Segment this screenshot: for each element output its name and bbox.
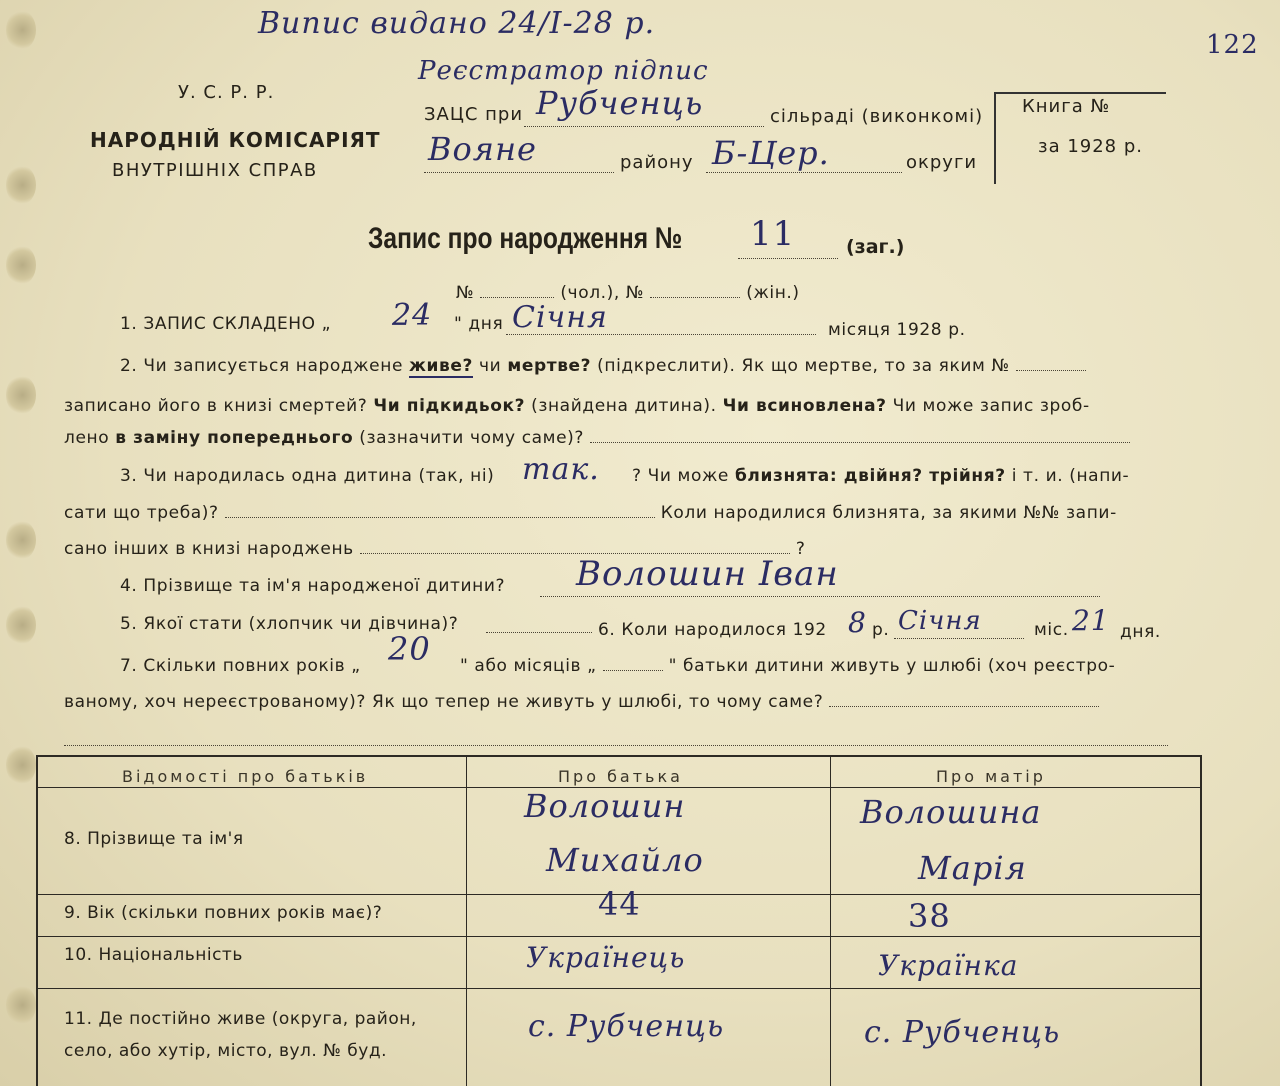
q3-numbers-line (360, 539, 790, 554)
council-label: сільраді (виконкомі) (770, 106, 984, 127)
q6-year-handwritten: 8 (848, 606, 867, 639)
q6-day-handwritten: 21 (1072, 604, 1110, 637)
q1-row (120, 314, 331, 334)
q3-twins-line (225, 503, 655, 518)
q6-day-suffix: дня. (1120, 622, 1161, 642)
q3-text: сати що треба)? (64, 503, 219, 523)
book-box (994, 92, 1166, 184)
sub-number-row (456, 283, 800, 303)
q3-text: ? (795, 539, 806, 559)
q2-line3 (64, 428, 1130, 448)
commissariat-subtitle: ВНУТРІШНІХ СПРАВ (112, 160, 318, 181)
q4-name-line (540, 596, 1100, 597)
q2-text: лено (64, 428, 110, 448)
q1-month-suffix: місяця 1928 р. (828, 320, 966, 340)
col-header-parents: Відомості про батьків (122, 767, 369, 786)
mother-given-name: Марія (918, 849, 1027, 887)
q5-label: 5. Якої стати (хлопчик чи дівчина)? (120, 614, 459, 634)
q6-month-line (894, 638, 1024, 639)
row-label-residence-2: село, або хутір, місто, вул. № буд. (64, 1041, 387, 1061)
q5-sex-line (486, 632, 592, 633)
record-title: Запис про народження № (368, 222, 683, 255)
binder-hole (6, 165, 36, 205)
issued-note: Випис видано 24/I-28 р. (258, 6, 656, 41)
zags-label: ЗАЦС при (424, 104, 524, 125)
q2-alive-underlined: живе? (409, 356, 474, 376)
record-number-handwritten: 11 (750, 214, 796, 254)
q2-text: Чи може запис зроб- (892, 396, 1090, 416)
republic-label: У. С. Р. Р. (178, 82, 275, 103)
q3-handwritten: так. (522, 452, 600, 487)
father-age: 44 (598, 885, 641, 923)
q3-line1-b (632, 466, 1129, 486)
parents-table (36, 755, 1202, 1086)
q3-text: сано інших в книзі народжень (64, 539, 354, 559)
q2-text: (підкреслити). Як що мертве, то за яким № (597, 356, 1010, 376)
record-number-line (738, 258, 838, 259)
q7-label-a: 7. Скільки повних років „ (120, 656, 361, 676)
binder-hole (6, 245, 36, 285)
father-residence: с. Рубченць (528, 1009, 725, 1044)
q3-text: Коли народилися близнята, за якими №№ запи- (660, 503, 1117, 523)
q7-text: " або місяців „ (460, 656, 597, 676)
father-given-name: Михайло (546, 841, 704, 879)
q2-death-number-line (1016, 356, 1086, 371)
q4-label: 4. Прізвище та ім'я народженої дитини? (120, 576, 506, 596)
okruha-handwritten: Б-Цер. (712, 134, 830, 172)
female-number-line (650, 283, 740, 298)
q1-day-handwritten: 24 (392, 298, 433, 333)
q2-replace: в заміну попереднього (115, 428, 354, 448)
q2-text: (зазначити чому саме)? (359, 428, 584, 448)
row-label-nationality: 10. Національність (64, 945, 243, 965)
row-label-age: 9. Вік (скільки повних років має)? (64, 903, 383, 923)
q7-line2 (64, 692, 1099, 712)
row-label-residence-1: 11. Де постійно живе (округа, район, (64, 1009, 417, 1029)
q1-day-suffix: " дня (454, 314, 504, 334)
male-number-line (480, 283, 554, 298)
sub-number-label: № (456, 283, 475, 303)
table-row-line (38, 988, 1200, 989)
registrar-signature: Реєстратор підпис (418, 56, 709, 86)
record-suffix: (заг.) (846, 236, 905, 258)
table-row-line (38, 936, 1200, 937)
col-header-father: Про батька (558, 767, 683, 786)
q6-month-suffix: міс. (1034, 620, 1069, 640)
q6-year-suffix: р. (872, 620, 890, 640)
q7-reason-line (829, 692, 1099, 707)
q2-text: 2. Чи записується народжене (120, 356, 404, 376)
q2-line2 (64, 396, 1090, 416)
row-label-name: 8. Прізвище та ім'я (64, 829, 244, 849)
q2-dead: мертве? (507, 356, 592, 376)
q2-text: чи (479, 356, 502, 376)
page-number: 122 (1206, 30, 1259, 60)
raion-handwritten: Вояне (428, 130, 537, 168)
binder-hole (6, 375, 36, 415)
female-number-label: (жін.) (746, 283, 800, 303)
q4-child-name-handwritten: Волошин Іван (576, 554, 839, 594)
q3-text: ? Чи може (632, 466, 729, 486)
mother-residence: с. Рубченць (864, 1015, 1061, 1050)
village-handwritten: Рубченць (536, 84, 704, 122)
q2-text: (знайдена дитина). (531, 396, 717, 416)
q3-line1-a: 3. Чи народилась одна дитина (так, ні) (120, 466, 495, 486)
q3-twins: близнята: двійня? трійня? (734, 466, 1006, 486)
binder-hole (6, 520, 36, 560)
raion-dotted-line (424, 172, 614, 173)
table-divider (830, 757, 831, 1086)
q1-month-line (506, 334, 816, 335)
col-header-mother: Про матір (936, 767, 1046, 786)
record-title-row (368, 222, 751, 256)
book-label: Книга № (1022, 96, 1111, 117)
q7-label-b (460, 656, 1115, 676)
binder-hole (6, 605, 36, 645)
table-divider (466, 757, 467, 1086)
q3-text: і т. и. (напи- (1011, 466, 1130, 486)
q2-reason-line (590, 428, 1130, 443)
q1-month-handwritten: Січня (512, 300, 608, 335)
q7-text: " батьки дитини живуть у шлюбі (хоч реєстро- (668, 656, 1116, 676)
okruha-label: округи (906, 152, 978, 173)
q6-month-handwritten: Січня (898, 606, 982, 636)
binder-hole (6, 10, 36, 50)
q2-foundling: Чи підкидьок? (373, 396, 526, 416)
mother-age: 38 (908, 897, 951, 935)
mother-nationality: Українка (878, 949, 1019, 982)
q1-label: 1. ЗАПИС СКЛАДЕНО „ (120, 314, 332, 334)
q7-months-line (603, 656, 663, 671)
father-nationality: Українець (526, 941, 686, 974)
q7-extra-line (64, 745, 1168, 746)
father-surname: Волошин (524, 787, 686, 825)
raion-label: району (620, 152, 694, 173)
male-number-label: (чол.), № (560, 283, 645, 303)
q2-adopted: Чи всиновлена? (722, 396, 887, 416)
binder-hole (6, 745, 36, 785)
mother-surname: Волошина (860, 793, 1042, 831)
commissariat-name: НАРОДНІЙ КОМІСАРІЯТ (90, 128, 381, 152)
q7-text: ваному, хоч нереєстрованому)? Як що тепер не живуть у шлюбі, то чому саме? (64, 692, 824, 712)
okruha-dotted-line (706, 172, 902, 173)
q6-label: 6. Коли народилося 192 (598, 620, 827, 640)
village-dotted-line (524, 126, 764, 127)
q7-years-handwritten: 20 (388, 630, 431, 668)
book-year: за 1928 р. (1038, 136, 1144, 157)
binder-hole (6, 985, 36, 1025)
q2-line1 (120, 356, 1086, 376)
q2-text: записано його в книзі смертей? (64, 396, 368, 416)
q3-line2 (64, 503, 1117, 523)
